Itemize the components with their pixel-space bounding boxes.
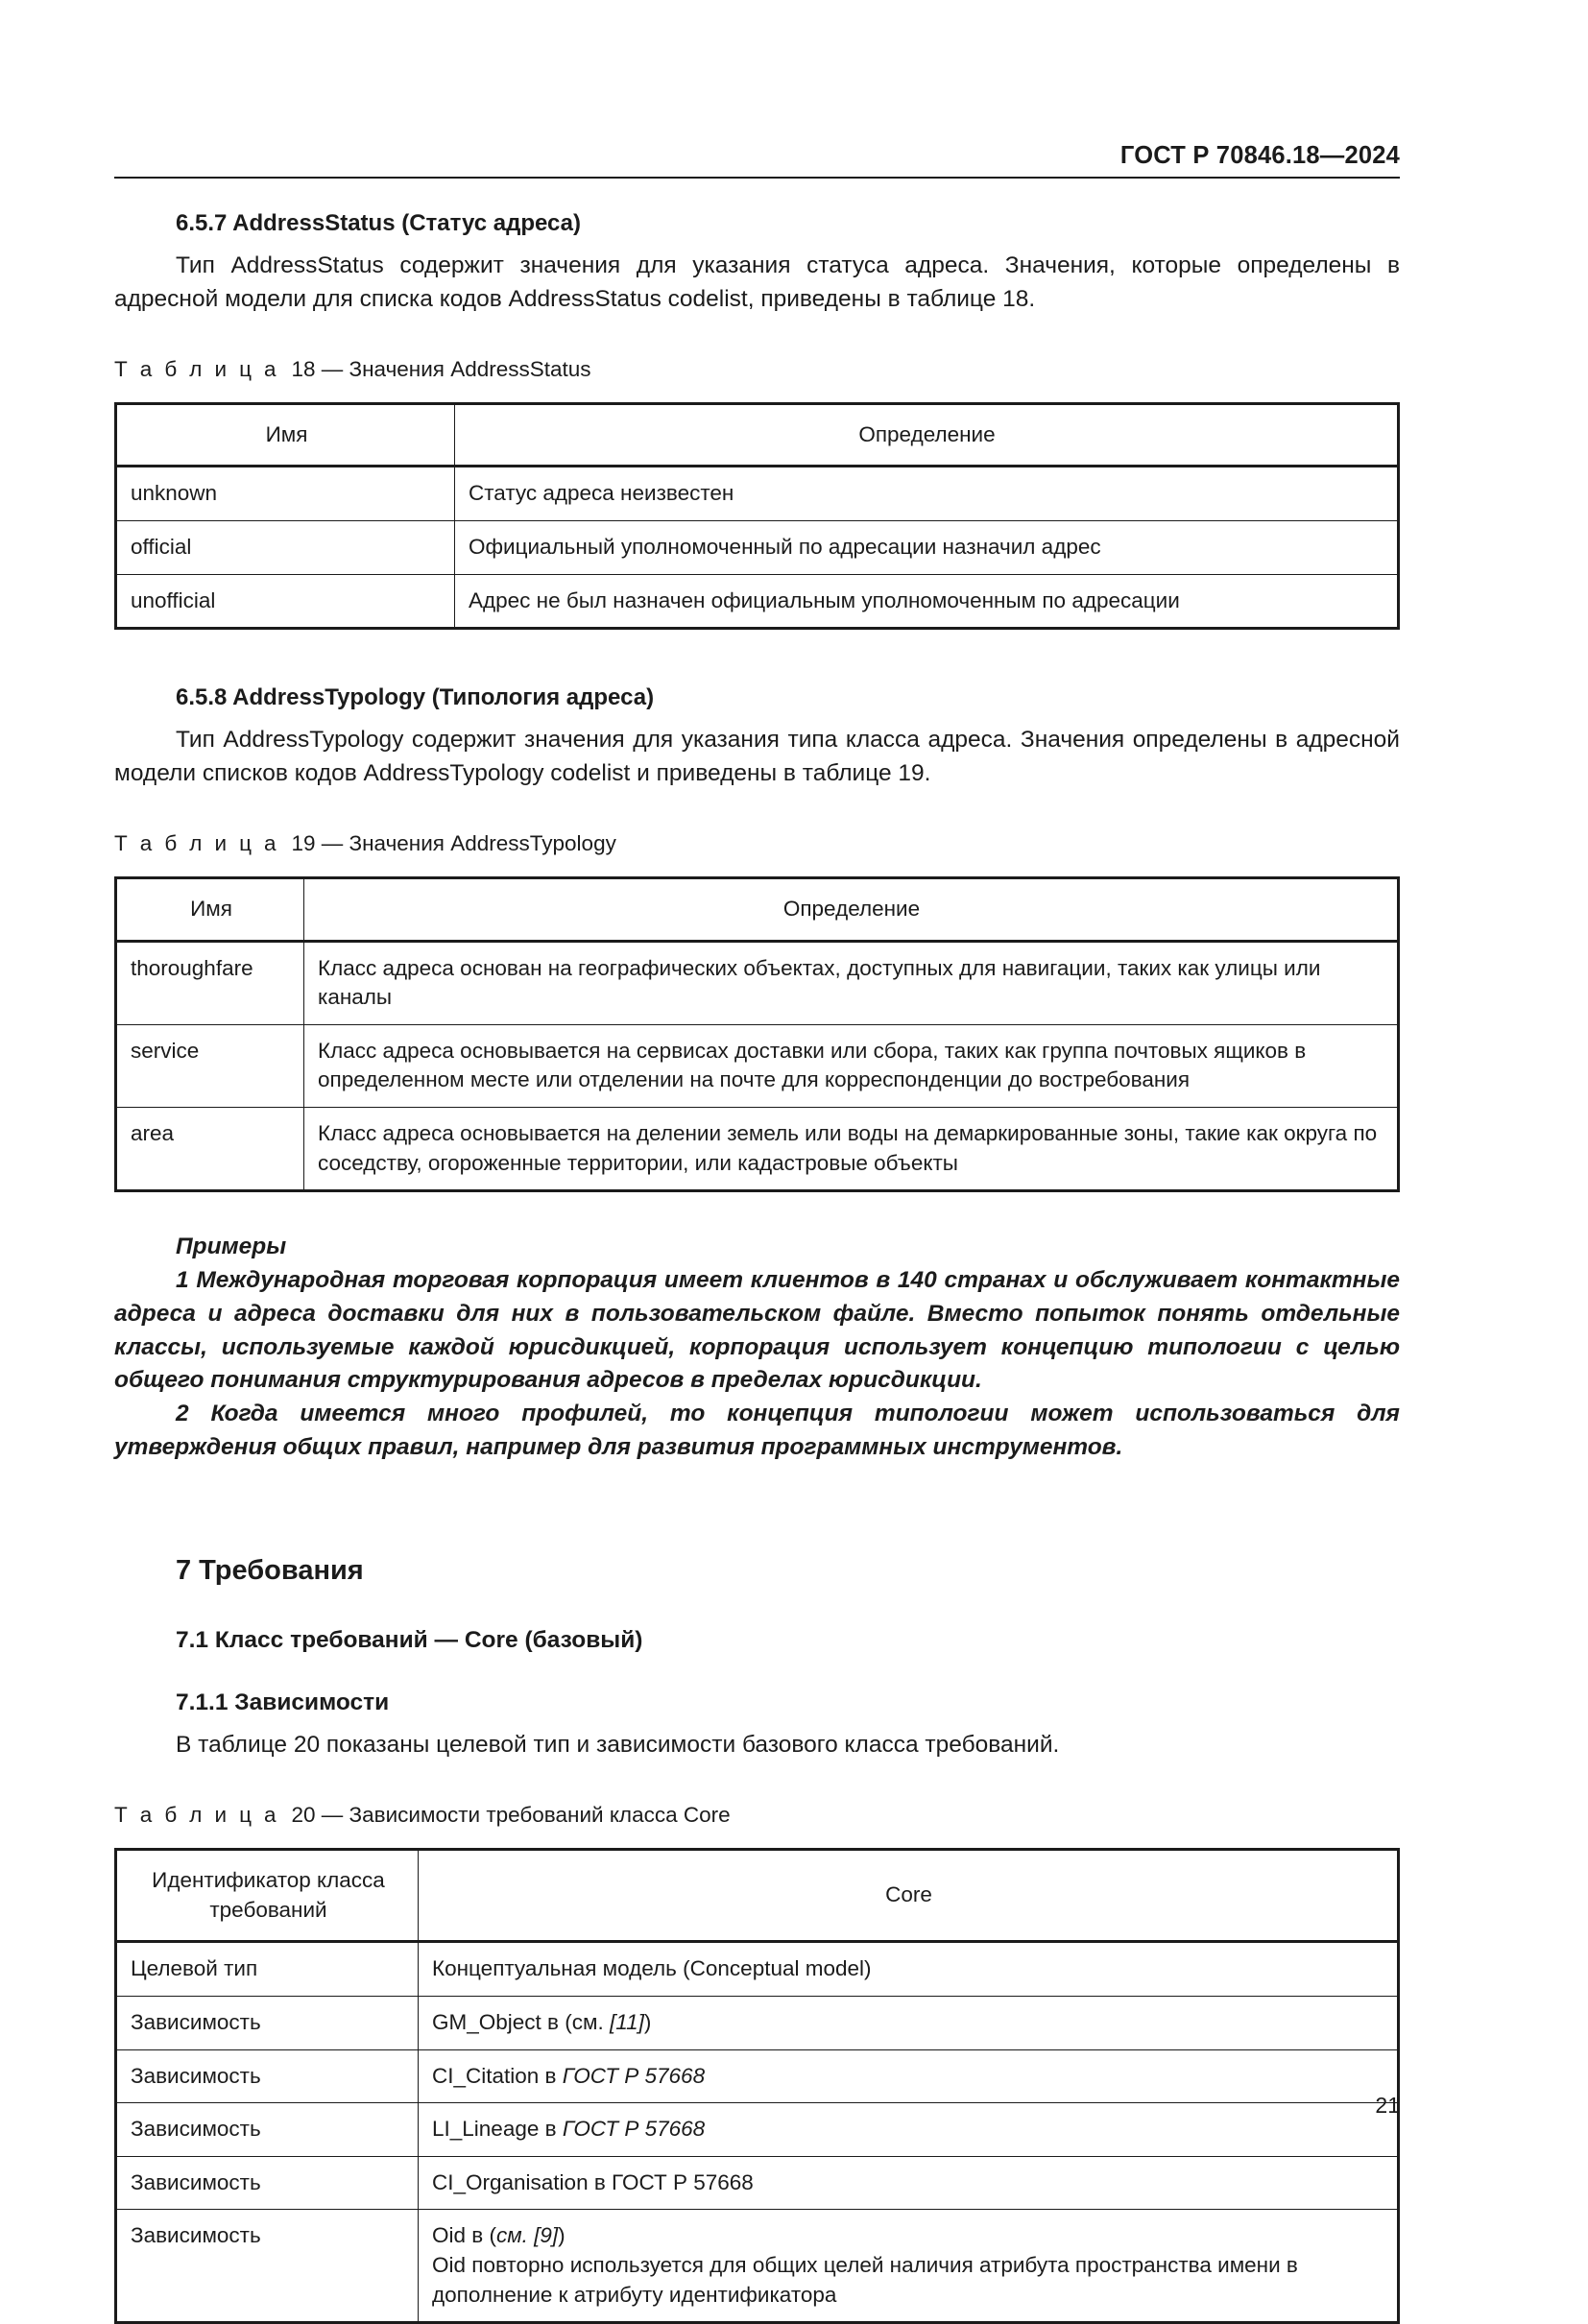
table-20-cell-value: CI_Organisation в ГОСТ Р 57668 (419, 2156, 1399, 2210)
dependency-tail: ) (643, 2009, 652, 2034)
table-row (116, 1107, 1399, 1190)
table-19-cell-name: area (116, 1107, 304, 1190)
heading-6-5-8: 6.5.8 AddressTypology (Типология адреса) (176, 684, 655, 711)
table-19-header-row (116, 878, 1399, 942)
table-19-col-definition: Определение (304, 878, 1399, 942)
table-20-caption (114, 1801, 1400, 1829)
table-18-cell-name: official (116, 521, 455, 575)
dependency-reference: ГОСТ Р 57668 (562, 2063, 706, 2088)
paragraph-6-5-7: Тип AddressStatus содержит значения для указания статуса адреса. Значения, которые определены в адресной модели для списка кодов AddressStatus codelist, приведены в таблице 18. (114, 252, 1400, 312)
heading-6-5-7: 6.5.7 AddressStatus (Статус адреса) (176, 210, 582, 236)
table-20-col-core: Core (419, 1850, 1399, 1942)
table-19-col-name: Имя (116, 878, 304, 942)
table-18-caption-number: 18 (291, 356, 316, 381)
paragraph-7-1-1: В таблице 20 показаны целевой тип и зависимости базового класса требований. (176, 1732, 1060, 1759)
table-20-col-requirement-class-id: Идентификатор класса требований (116, 1850, 419, 1942)
table-20-cell-name: Зависимость (116, 2210, 419, 2323)
table-20-cell-value (419, 2103, 1399, 2157)
table-19-caption-label: Т а б л и ц а (114, 830, 279, 855)
page-content (114, 209, 1400, 2324)
table-row (116, 2156, 1399, 2210)
table-20-caption-title: Зависимости требований класса Core (349, 1802, 731, 1827)
table-19-caption-title: Значения AddressTypology (349, 830, 616, 855)
heading-7-1: 7.1 Класс требований — Core (базовый) (176, 1626, 643, 1653)
table-19 (114, 876, 1400, 1192)
table-row (116, 574, 1399, 629)
table-20 (114, 1848, 1400, 2324)
header-rule (114, 177, 1400, 179)
table-20-cell-name: Целевой тип (116, 1942, 419, 1997)
table-row (116, 521, 1399, 575)
table-20-caption-number: 20 (291, 1802, 316, 1827)
table-20-cell-value (419, 1996, 1399, 2049)
table-18-cell-name: unknown (116, 467, 455, 521)
table-19-cell-name: service (116, 1024, 304, 1107)
table-20-cell-name: Зависимость (116, 2103, 419, 2157)
dependency-reference: см. [9] (495, 2223, 559, 2248)
dependency-text: CI_Citation в (432, 2063, 563, 2088)
table-18-caption-label: Т а б л и ц а (114, 356, 279, 381)
table-20-cell-name: Зависимость (116, 1996, 419, 2049)
table-row (116, 467, 1399, 521)
table-18-cell-definition: Статус адреса неизвестен (455, 467, 1399, 521)
table-row (116, 2210, 1399, 2323)
paragraph-6-5-8: Тип AddressTypology содержит значения для указания типа класса адреса. Значения определены в адресной модели списков кодов AddressTypology codelist и приведены в таблице 19. (114, 727, 1400, 786)
table-row (116, 1996, 1399, 2049)
dependency-text: GM_Object в (см. (432, 2009, 610, 2034)
table-row (116, 1942, 1399, 1997)
table-18-header-row (116, 403, 1399, 467)
table-20-cell-name: Зависимость (116, 2156, 419, 2210)
table-19-cell-definition: Класс адреса основывается на сервисах доставки или сбора, таких как группа почтовых ящиков в определенном месте или отделении на почте для корреспонденции до востребования (304, 1024, 1399, 1107)
table-20-cell-value (419, 2049, 1399, 2103)
table-20-cell-value: Концептуальная модель (Conceptual model) (419, 1942, 1399, 1997)
table-19-caption-dash: — (321, 830, 344, 855)
heading-7-1-1: 7.1.1 Зависимости (176, 1689, 390, 1715)
table-19-cell-definition: Класс адреса основывается на делении земель или воды на демаркированные зоны, такие как округа по соседству, огороженные территории, или кадастровые объекты (304, 1107, 1399, 1190)
heading-7: 7 Требования (176, 1554, 364, 1586)
table-row (116, 941, 1399, 1024)
running-header: ГОСТ Р 70846.18—2024 (1119, 142, 1400, 169)
table-row (116, 2049, 1399, 2103)
dependency-text: LI_Lineage в (432, 2117, 563, 2142)
table-row (116, 1024, 1399, 1107)
table-18-caption (114, 355, 1400, 383)
table-20-header-row (116, 1850, 1399, 1942)
dependency-reference: [11] (609, 2009, 644, 2034)
examples-title: Примеры (176, 1234, 287, 1260)
table-18 (114, 402, 1400, 630)
table-18-cell-name: unofficial (116, 574, 455, 629)
dependency-tail: ) (558, 2223, 565, 2248)
table-18-caption-title: Значения AddressStatus (349, 356, 591, 381)
dependency-note: Oid повторно используется для общих целей наличия атрибута пространства имени в дополнение к атрибуту идентификатора (432, 2252, 1298, 2307)
table-20-caption-label: Т а б л и ц а (114, 1802, 279, 1827)
examples-block (114, 1231, 1400, 1464)
table-row (116, 2103, 1399, 2157)
dependency-text: Oid в ( (432, 2223, 496, 2248)
table-19-caption (114, 829, 1400, 857)
table-18-cell-definition: Официальный уполномоченный по адресации назначил адрес (455, 521, 1399, 575)
dependency-reference: ГОСТ Р 57668 (562, 2117, 706, 2142)
table-19-cell-name: thoroughfare (116, 941, 304, 1024)
example-item: 2 Когда имеется много профилей, то концепция типологии может использоваться для утверждения общих правил, например для развития программных инструментов. (114, 1401, 1400, 1460)
table-18-col-definition: Определение (455, 403, 1399, 467)
page-number: 21 (1375, 2093, 1400, 2118)
example-item: 1 Международная торговая корпорация имеет клиентов в 140 странах и обслуживает контактные адреса и адреса доставки для них в пользовательском файле. Вместо попыток понять отдельные классы, используемые каждой юрисдикцией, корпорация использует концепцию типологии с целью общего понимания структурирования адресов в пределах юрисдикции. (114, 1266, 1400, 1394)
table-20-caption-dash: — (321, 1802, 344, 1827)
table-18-cell-definition: Адрес не был назначен официальным уполномоченным по адресации (455, 574, 1399, 629)
table-20-cell-name: Зависимость (116, 2049, 419, 2103)
table-18-col-name: Имя (116, 403, 455, 467)
table-18-caption-dash: — (321, 356, 344, 381)
table-19-caption-number: 19 (291, 830, 316, 855)
table-20-cell-value (419, 2210, 1399, 2323)
table-19-cell-definition: Класс адреса основан на географических объектах, доступных для навигации, таких как улицы или каналы (304, 941, 1399, 1024)
